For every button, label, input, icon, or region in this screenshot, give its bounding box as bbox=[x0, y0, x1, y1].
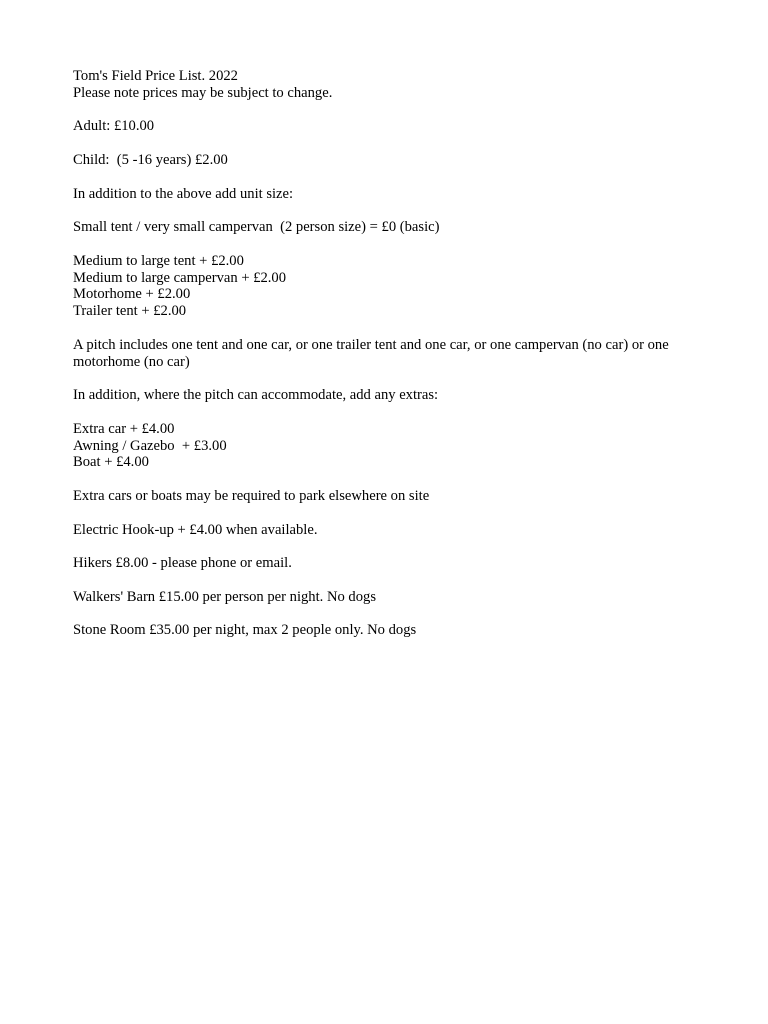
spacer bbox=[73, 572, 713, 589]
price-list-document bbox=[73, 68, 713, 639]
adult-price: Adult: £10.00 bbox=[73, 118, 155, 135]
document-title: Tom's Field Price List. 2022 bbox=[73, 68, 238, 84]
walkers-barn-price: Walkers' Barn £15.00 per person per night. No dogs bbox=[73, 588, 376, 605]
stone-room-price: Stone Room £35.00 per night, max 2 people only. No dogs bbox=[73, 622, 417, 639]
extra-price-item: Extra car + £4.00 bbox=[73, 420, 175, 437]
spacer bbox=[73, 102, 713, 119]
unit-price-item: Trailer tent + £2.00 bbox=[73, 303, 187, 320]
extra-price-item: Boat + £4.00 bbox=[73, 454, 149, 471]
spacer bbox=[73, 505, 713, 522]
spacer bbox=[73, 169, 713, 186]
small-tent-price: Small tent / very small campervan (2 person size) = £0 (basic) bbox=[73, 219, 440, 236]
parking-note: Extra cars or boats may be required to park elsewhere on site bbox=[73, 487, 430, 504]
spacer bbox=[73, 236, 713, 253]
spacer bbox=[73, 202, 713, 219]
extras-intro: In addition, where the pitch can accommodate, add any extras: bbox=[73, 387, 439, 404]
unit-price-item: Medium to large tent + £2.00 bbox=[73, 252, 244, 269]
extra-price-item: Awning / Gazebo + £3.00 bbox=[73, 437, 227, 454]
spacer bbox=[73, 320, 713, 337]
spacer bbox=[73, 404, 713, 421]
price-change-note: Please note prices may be subject to change. bbox=[73, 84, 333, 101]
child-price: Child: (5 -16 years) £2.00 bbox=[73, 151, 228, 168]
spacer bbox=[73, 606, 713, 623]
unit-size-intro: In addition to the above add unit size: bbox=[73, 185, 294, 202]
spacer bbox=[73, 370, 713, 387]
hikers-price: Hikers £8.00 - please phone or email. bbox=[73, 555, 292, 572]
unit-price-item: Motorhome + £2.00 bbox=[73, 286, 191, 303]
spacer bbox=[73, 471, 713, 488]
electric-hookup-price: Electric Hook-up + £4.00 when available. bbox=[73, 521, 318, 538]
unit-price-item: Medium to large campervan + £2.00 bbox=[73, 269, 287, 286]
pitch-info: A pitch includes one tent and one car, or one trailer tent and one car, or one campervan (no car) or one motorhome (no car) bbox=[73, 336, 673, 370]
spacer bbox=[73, 135, 713, 152]
spacer bbox=[73, 538, 713, 555]
